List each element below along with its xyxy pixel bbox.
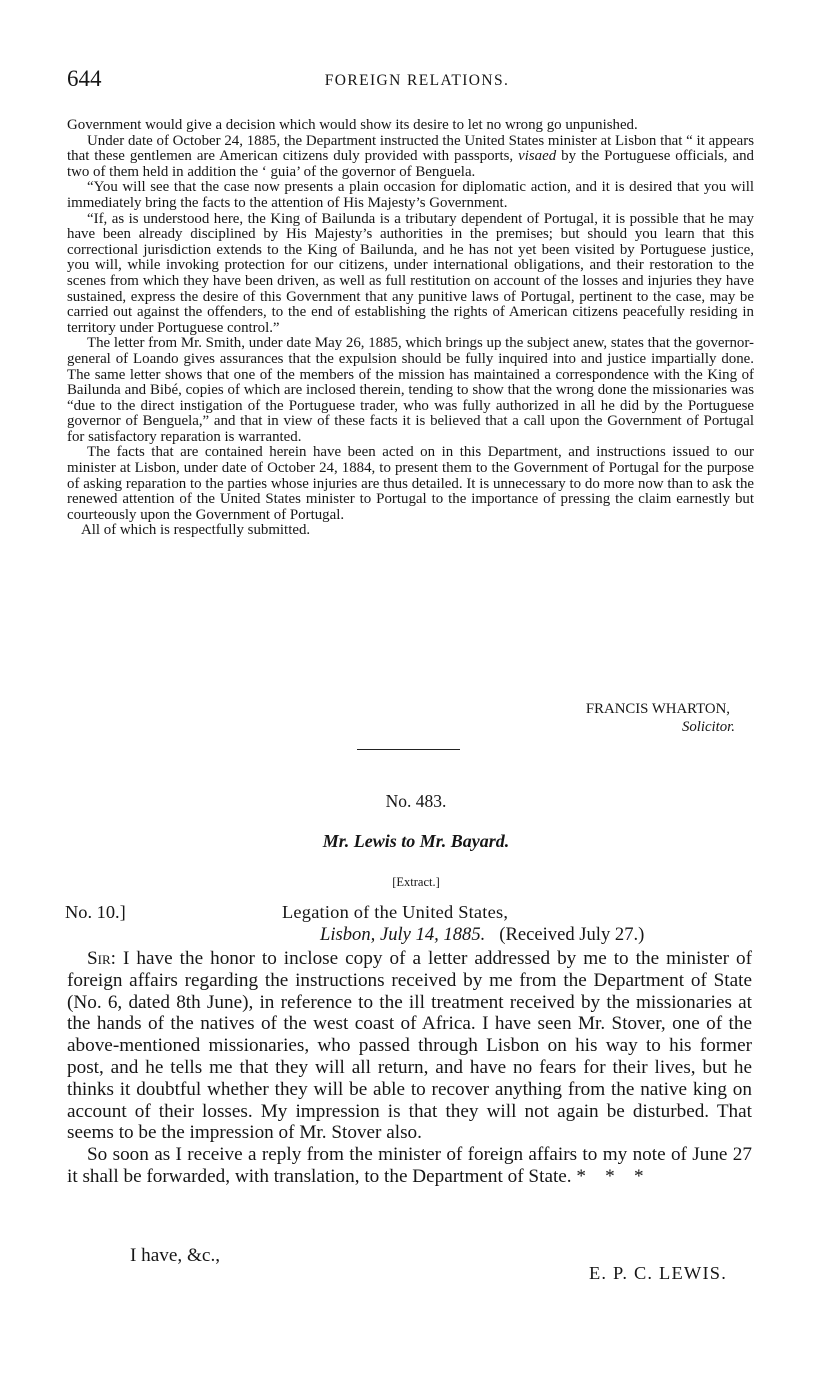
despatch-number: No. 10.] xyxy=(65,902,126,922)
paragraph-facts: The facts that are contained herein have been acted on in this Department, and instructions issued to our minister at Lisbon, under date of October 24, 1884, to present them to the Government of Portugal for the purpose of asking reparation to the parties whose injuries are thus detailed. It is unnecessary to do more now than to ask the renewed attention of the United States minister to Portugal to the importance of pressing the claim earnestly but courteously upon the Government of Portugal. xyxy=(67,444,754,523)
received-date: (Received July 27.) xyxy=(499,924,645,945)
paragraph-continuation: Government would give a decision which would show its desire to let no wrong go unpunished. xyxy=(67,117,638,133)
paragraph-submitted: All of which is respectfully submitted. xyxy=(81,522,311,539)
letter-paragraph-1-text: : I have the honor to inclose copy of a letter addressed by me to the minister of foreign affairs regarding the instructions received by me from the Department of State (No. 6, dated 8th June), in reference to the ill treatment received by the missionaries at the hands of the natives of the west coast of Africa. I have seen Mr. Stover, one of the above-mentioned missionaries, who passed through Lisbon on his way to his former post, and he tells me that they will all return, and have no fears for their lives, but he thinks it doubtful whether they will be able to recover anything from the native king on account of their losses. My impression is that they will not again be disturbed. That seems to be the impression of Mr. Stover also. xyxy=(67,948,752,1144)
paragraph-instruction-part-1: Under date of October 24, 1885, the Department instructed the United States minister at Lisbon that “ it appears that these gentlemen are American citizens duly provided with passports, xyxy=(67,132,754,165)
signature-lewis: E. P. C. LEWIS. xyxy=(588,1263,727,1283)
letter-paragraph-1 xyxy=(67,948,752,1144)
document-number: No. 483. xyxy=(385,791,447,811)
letter-paragraph-2: So soon as I receive a reply from the minister of foreign affairs to my note of June 27 it shall be forwarded, with translation, to the Department of State. * * * xyxy=(67,1144,752,1187)
signature-wharton xyxy=(67,700,735,736)
salutation: Sir xyxy=(87,948,111,969)
page-number: 644 xyxy=(67,66,102,91)
paragraph-quote-2: “If, as is understood here, the King of Bailunda is a tributary dependent of Portugal, it is possible that he may have been already disciplined by His Majesty’s authorities in the premises; but should you learn that this correctional jurisdiction extends to the King of Bailunda, and he has not yet been visited by Portuguese justice, you will, while invoking protection for our citizens, under international obligations, and their restoration to the scenes from which they have been driven, as well as full restitution on account of the losses and injuries they have sustained, express the desire of this Government that any punitive laws of Portugal, pertinent to the case, may be carried out against the offenders, to the end of establishing the rights of American citizens peacefully residing in territory under Portuguese control.” xyxy=(67,210,754,336)
paragraph-instruction-part-2: by the Portuguese officials, and two of them held in addition the ‘ guia’ of the governor of Benguela. xyxy=(67,148,754,180)
visaed-word: visaed xyxy=(518,148,557,165)
legation-heading xyxy=(282,902,508,923)
signature-name: FRANCIS WHARTON, xyxy=(585,701,730,717)
closing: I have, &c., xyxy=(130,1245,221,1266)
letter-body xyxy=(67,948,752,1188)
dateline xyxy=(320,924,644,946)
paragraph-quote-1: “You will see that the case now presents a plain occasion for diplomatic action, and it is desired that you will immediately bring the facts to the attention of His Majesty’s Government. xyxy=(67,179,754,211)
document-title: Mr. Lewis to Mr. Bayard. xyxy=(322,831,510,851)
place: Lisbon, xyxy=(320,924,376,945)
running-head: FOREIGN RELATIONS. xyxy=(324,72,510,89)
legation-text: Legation of the United States, xyxy=(282,902,509,922)
extract-note: [Extract.] xyxy=(392,875,440,889)
section-divider xyxy=(357,749,460,750)
date: July 14, 1885. xyxy=(379,924,486,945)
signature-title: Solicitor. xyxy=(681,719,735,735)
paragraph-instruction xyxy=(67,134,754,181)
upper-text xyxy=(67,118,754,539)
page-header xyxy=(67,66,767,96)
paragraph-smith-letter: The letter from Mr. Smith, under date May 26, 1885, which brings up the subject anew, states that the governor-general of Loando gives assurances that the expulsion should be fully inquired into and justice impartially done. The same letter shows that one of the members of the mission has maintained a correspondence with the King of Bailunda and Bibé, copies of which are inclosed therein, tending to show that the wrong done the missionaries was “due to the direct instigation of the Portuguese trader, who was fully authorized in all he did by the Portuguese governor of Benguela,” and that in view of these facts it is believed that a call upon the Government of Portugal for satisfactory reparation is warranted. xyxy=(67,335,755,445)
